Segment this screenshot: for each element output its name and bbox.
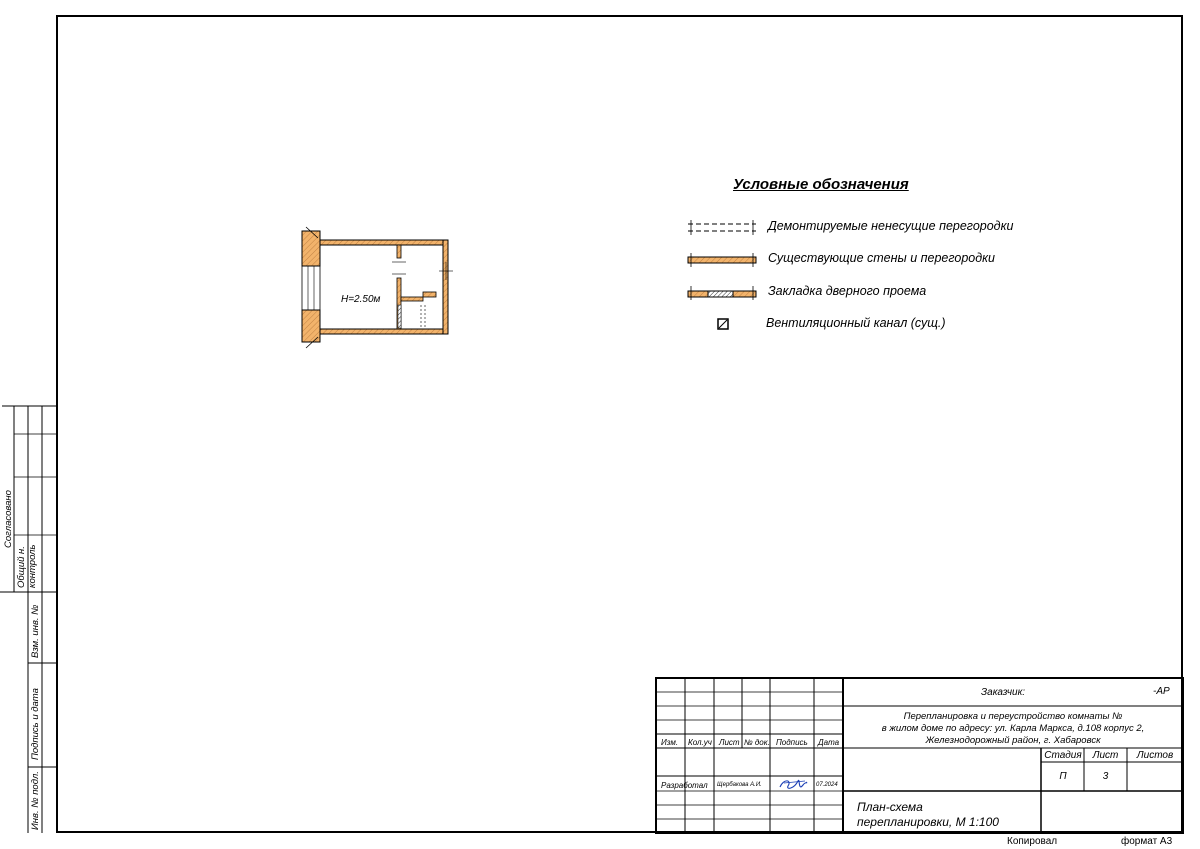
- sheet-value: 3: [1102, 771, 1109, 782]
- format-label: формат А3: [1121, 836, 1173, 847]
- col-header-doc: № док.: [744, 738, 770, 747]
- side-stamp-inv-replace: Взм. инв. №: [30, 604, 41, 658]
- legend-item-existing-label: Существующие стены и перегородки: [768, 251, 995, 265]
- drawing-title-line-2: перепланировки, М 1:100: [857, 815, 999, 829]
- col-header-qty: Кол.уч: [688, 738, 712, 747]
- legend-item-vent-label: Вентиляционный канал (сущ.): [766, 316, 946, 330]
- project-line-1: Перепланировка и переустройство комнаты №: [903, 711, 1123, 722]
- project-line-2: в жилом доме по адресу: ул. Карла Маркса, д.108 корпус 2,: [881, 723, 1145, 734]
- vent-channel-icon: [718, 319, 728, 329]
- project-line-3: Железнодорожный район, г. Хабаровск: [925, 735, 1101, 746]
- sheet-header: Лист: [1092, 750, 1119, 761]
- col-header-signature: Подпись: [776, 738, 808, 747]
- stage-value: П: [1059, 771, 1067, 782]
- side-stamp-inv-original: Инв. № подл.: [30, 771, 41, 830]
- project-code: -АР: [1153, 686, 1170, 697]
- floor-plan: [302, 227, 453, 348]
- legend-item-dashed-label: Демонтируемые ненесущие перегородки: [768, 219, 1014, 233]
- copied-label: Копировал: [1007, 836, 1058, 847]
- project-description: [843, 711, 1183, 747]
- col-header-change: Изм.: [661, 738, 679, 747]
- door-infill-icon: [688, 286, 756, 300]
- stage-header: Стадия: [1044, 750, 1082, 761]
- drawing-title-line-1: План-схема: [857, 800, 923, 814]
- room-height-label: H=2.50м: [341, 294, 381, 305]
- legend-title: Условные обозначения: [733, 176, 909, 193]
- customer-label: Заказчик:: [981, 687, 1026, 698]
- developed-date: 07.2024: [816, 782, 838, 788]
- side-stamp-signature-date: Подпись и дата: [30, 688, 41, 760]
- sheets-header: Листов: [1136, 750, 1174, 761]
- col-header-sheet: Лист: [719, 738, 740, 747]
- drawing-title: [857, 800, 999, 830]
- side-stamp-agreed: Согласовано: [3, 490, 14, 548]
- existing-wall-icon: [688, 253, 756, 267]
- signature-image: [780, 780, 807, 788]
- legend-item-door-label: Закладка дверного проема: [768, 284, 927, 298]
- side-stamp-grid: [0, 406, 56, 833]
- developed-label: Разработал: [661, 781, 708, 790]
- developer-name: Щербакова А.И.: [717, 782, 762, 788]
- side-stamp-general-control: Общий н. контроль: [16, 544, 38, 588]
- dashed-partition-icon: [688, 220, 756, 235]
- col-header-date: Дата: [818, 738, 840, 747]
